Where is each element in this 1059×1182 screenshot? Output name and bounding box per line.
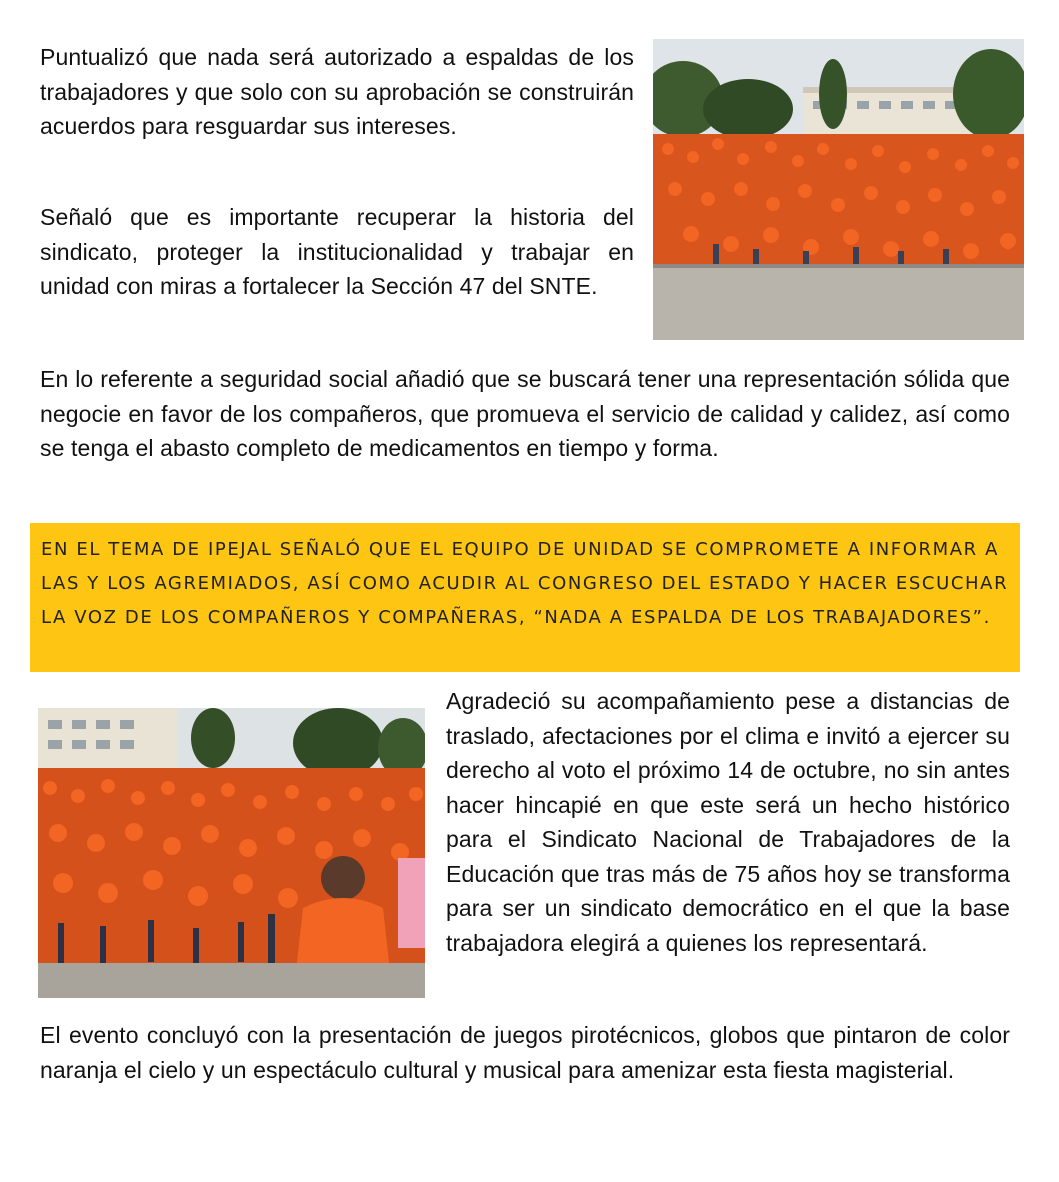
- crowd-photo-1-graphic: [653, 39, 1024, 340]
- crowd-photo-celebration: [38, 708, 425, 998]
- paragraph-4: Agradeció su acompañamiento pese a distancias de traslado, afectaciones por el clima e invitó a ejercer su derecho al voto el próximo 14 de octubre, no sin antes hacer hincapié en que este será un hecho histórico para el Sindicato Nacional de Trabajadores de la Educación que tras más de 75 años hoy se transforma para ser un sindicato democrático en el que la base trabajadora elegirá a quienes los representará.: [446, 688, 1010, 956]
- highlight-text: EN EL TEMA DE IPEJAL SEÑALÓ QUE EL EQUIPO DE UNIDAD SE COMPROMETE A INFORMAR A LAS Y LOS AGREMIADOS, ASÍ COMO ACUDIR AL CONGRESO DEL ESTADO Y HACER ESCUCHAR LA VOZ DE LOS COMPAÑEROS Y COMPAÑERAS, “NADA A ESPALDA DE LOS TRABAJADORES”.: [41, 539, 1009, 628]
- paragraph-3: En lo referente a seguridad social añadió que se buscará tener una representación sólida que negocie en favor de los compañeros, que promueva el servicio de calidad y calidez, así como se tenga el abasto completo de medicamentos en tiempo y forma.: [40, 366, 1010, 461]
- paragraph-2: Señaló que es importante recuperar la historia del sindicato, proteger la institucionalidad y trabajar en unidad con miras a fortalecer la Sección 47 del SNTE.: [40, 204, 634, 299]
- crowd-photo-2-graphic: [38, 708, 425, 998]
- highlight-box: [30, 523, 1020, 672]
- paragraph-5: El evento concluyó con la presentación de juegos pirotécnicos, globos que pintaron de color naranja el cielo y un espectáculo cultural y musical para amenizar esta fiesta magisterial.: [40, 1022, 1010, 1083]
- crowd-photo-stadium-steps: [653, 39, 1024, 340]
- paragraph-1: Puntualizó que nada será autorizado a espaldas de los trabajadores y que solo con su aprobación se construirán acuerdos para resguardar sus intereses.: [40, 44, 634, 139]
